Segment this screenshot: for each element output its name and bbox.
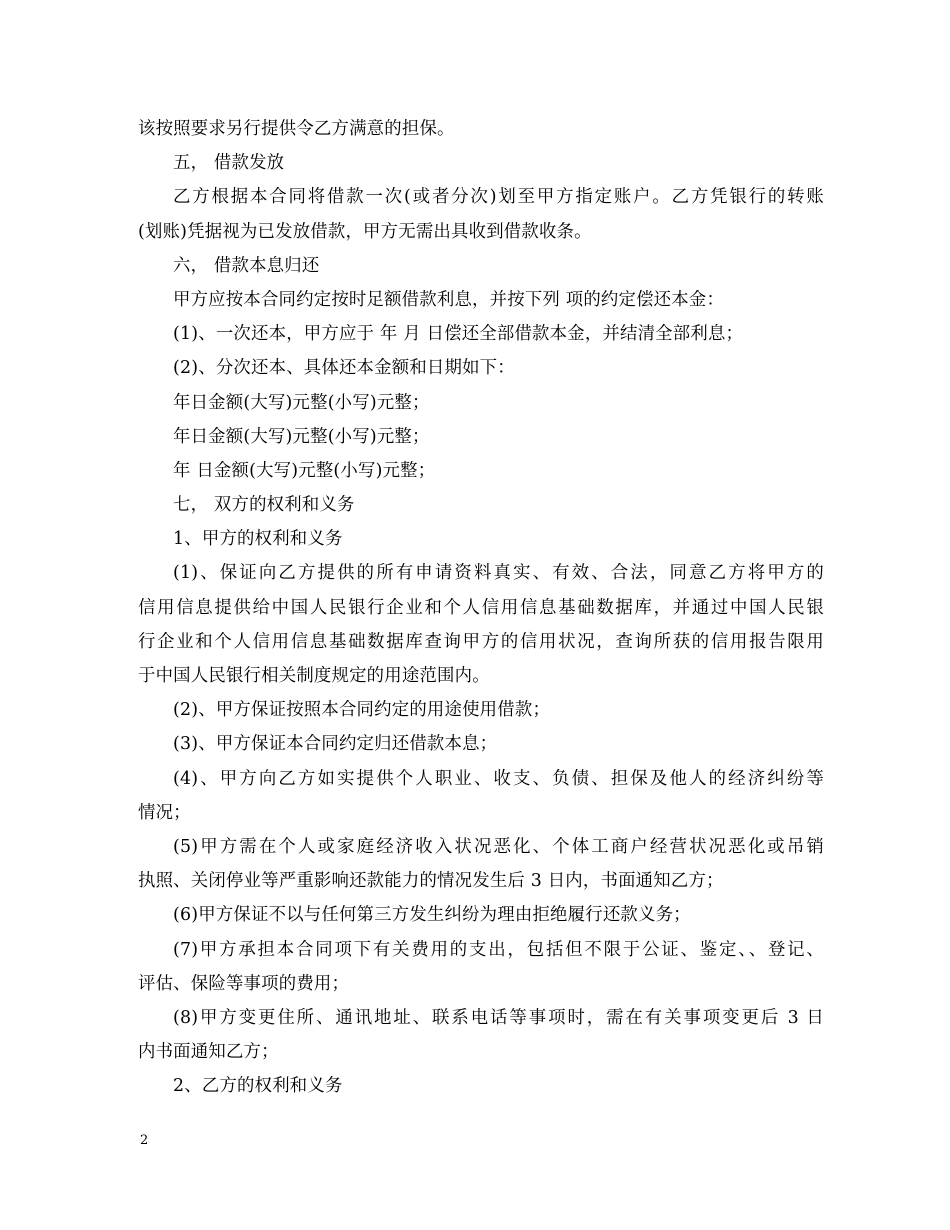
text-line: 于中国人民银行相关制度规定的用途范围内。: [138, 666, 490, 686]
page-number: 2: [140, 1133, 149, 1148]
text-line: (2)、甲方保证按照本合同约定的用途使用借款；: [173, 700, 551, 721]
text-line: 评估、保险等事项的费用；: [138, 973, 350, 994]
text-line: (划账)凭据视为已发放借款，甲方无需出具收到借款收条。: [138, 221, 592, 242]
text-line: 甲方应按本合同约定按时足额借款利息，并按下列 项的约定偿还本金：: [173, 289, 725, 310]
text-line: 1、甲方的权利和义务: [173, 529, 343, 550]
text-line: 信用信息提供给中国人民银行企业和个人信用信息基础数据库，并通过中国人民银: [138, 597, 824, 618]
text-line: (1)、保证向乙方提供的所有申请资料真实、有效、合法，同意乙方将甲方的: [173, 563, 824, 584]
text-line: (7)甲方承担本合同项下有关费用的支出，包括但不限于公证、鉴定、、登记、: [173, 939, 824, 960]
text-line: (1)、一次还本，甲方应于 年 月 日偿还全部借款本金，并结清全部利息；: [173, 324, 744, 345]
document-body: [138, 112, 824, 1103]
text-line: (2)、分次还本、具体还本金额和日期如下：: [173, 358, 515, 379]
text-line: 情况；: [138, 802, 191, 823]
text-line: (6)甲方保证不以与任何第三方发生纠纷为理由拒绝履行还款义务；: [173, 905, 691, 926]
text-line: 五， 借款发放: [173, 153, 285, 174]
text-line: 执照、关闭停业等严重影响还款能力的情况发生后 3 日内，书面通知乙方；: [138, 871, 724, 892]
text-line: 该按照要求另行提供令乙方满意的担保。: [138, 119, 455, 139]
text-line: (8)甲方变更住所、通讯地址、联系电话等事项时，需在有关事项变更后 3 日: [173, 1007, 824, 1028]
text-line: 年 日金额(大写)元整(小写)元整；: [173, 460, 436, 481]
text-line: (3)、甲方保证本合同约定归还借款本息；: [173, 734, 498, 755]
text-line: 六， 借款本息归还: [173, 255, 320, 276]
text-line: (5)甲方需在个人或家庭经济收入状况恶化、个体工商户经营状况恶化或吊销: [173, 836, 824, 857]
text-line: 内书面通知乙方；: [138, 1042, 279, 1063]
text-line: 年日金额(大写)元整(小写)元整；: [173, 392, 430, 413]
text-line: 行企业和个人信用信息基础数据库查询甲方的信用状况，查询所获的信用报告限用: [138, 631, 824, 652]
text-line: (4)、甲方向乙方如实提供个人职业、收支、负债、担保及他人的经济纠纷等: [173, 768, 824, 789]
text-line: 2、乙方的权利和义务: [173, 1076, 343, 1097]
text-line: 七， 双方的权利和义务: [173, 495, 355, 516]
text-line: 乙方根据本合同将借款一次(或者分次)划至甲方指定账户。乙方凭银行的转账: [173, 187, 824, 208]
text-line: 年日金额(大写)元整(小写)元整；: [173, 426, 430, 447]
